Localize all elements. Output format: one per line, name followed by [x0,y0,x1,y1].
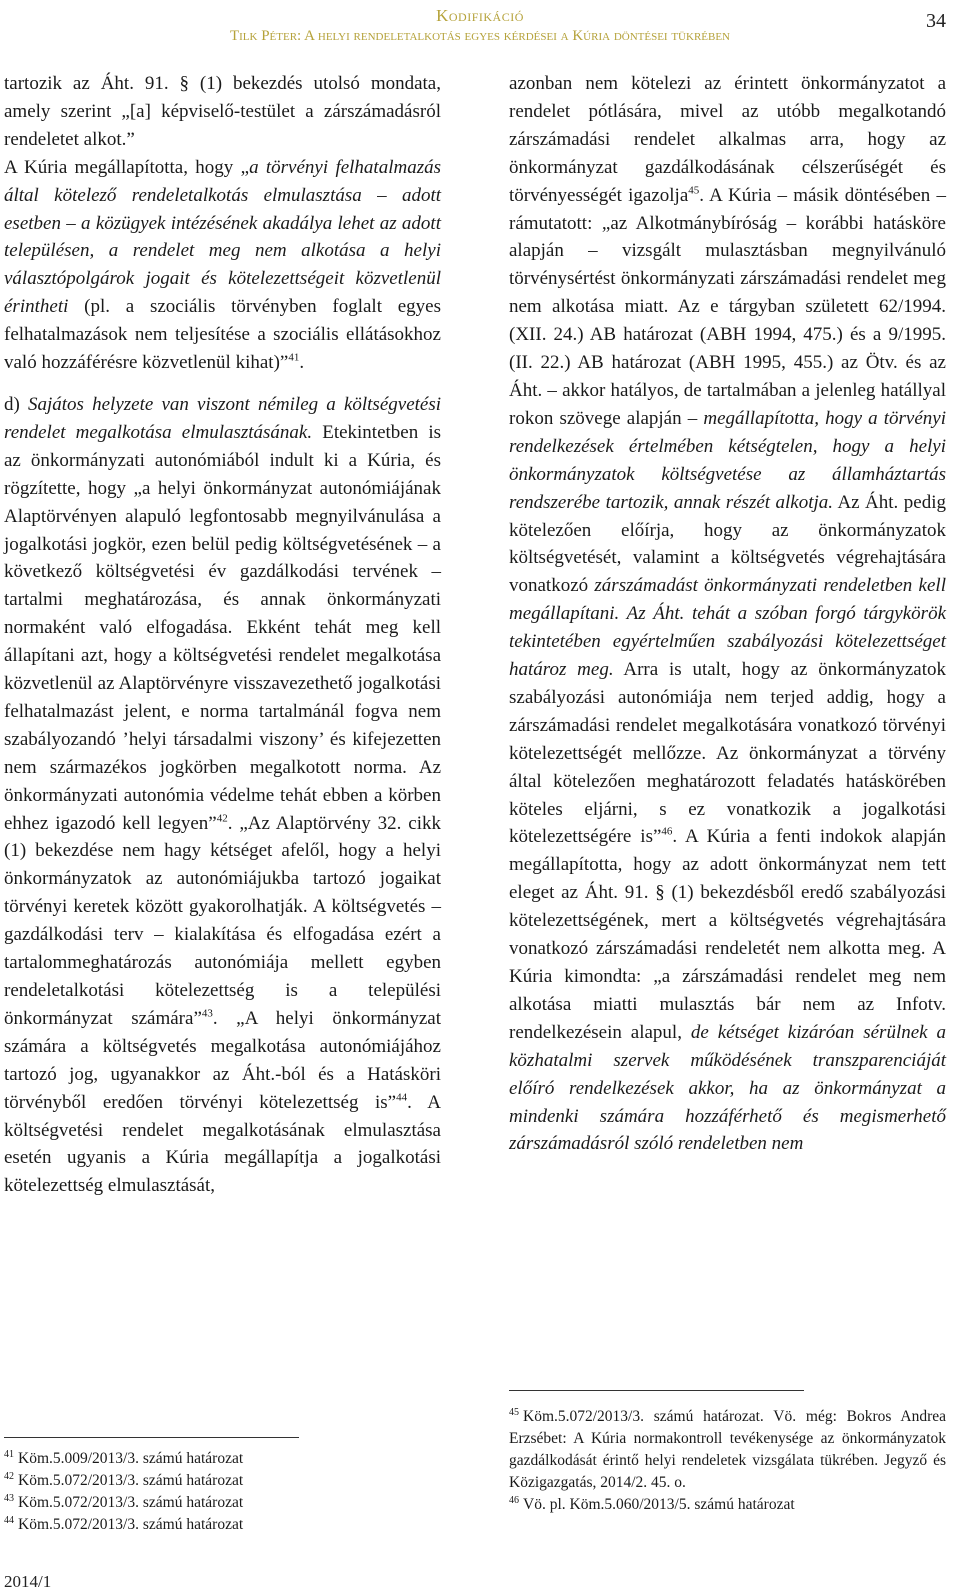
footnote-ref: 43 [201,1007,213,1020]
footnote: $^{42}$ Köm.5.072/2013/3. számú határozat [4,1470,244,1489]
footnote-separator [4,1437,299,1438]
section-heading: Sajátos helyzete van viszont némileg a költségvetési rendelet megalkotása elmulasztásának. [4,393,442,443]
footnotes-right [509,1406,946,1516]
footnote: $^{46}$ Vö. pl. Köm.5.060/2013/5. számú határozat [509,1494,795,1513]
footnote-ref: 44 [396,1091,408,1104]
issue-label: 2014/1 [4,1572,52,1591]
page-number: 34 [926,10,946,32]
footnote-ref: 46 [661,826,673,839]
section-paragraph-d: d) Sajátos helyzete van viszont némileg a költségvetési rendelet megalkotása elmulasztásának. Etekintetben is az önkormányzati autonómiából indult ki a Kúria, és rögzítette, hogy „a helyi önkormányzat autonómiájának Alaptörvényen alapuló legfontosabb megnyilvánulása a jogalkotási jogkör, ezen belül pedig költségvetésének – a következő költségvetési év gazdálkodási tervének – tartalmi meghatározása, és annak önkormányzati normaként való elfogadása. Ekként tehát meg kell állapítani azt, hogy a költségvetési rendelet megalkotása közvetlenül az Alaptörvényre visszavezethető jogalkotási felhatalmazást jelent, e norma tartalmánál fogva nem szabályozandó ’helyi társadalmi viszony’ és kifejezetten nem származékos jogkörben megalkotott norma. Az önkormányzati autonómia védelme tehát ebben a körben ehhez igazodó kell legyen”$^{42}$. „Az Alaptörvény 32. cikk (1) bekezdése nem hagy kétséget afelől, hogy a helyi önkormányzatok az autonómiájukba tartozó jogaikat törvényi keretek között gyakorolhatják. A költségvetés – gazdálkodási terv – kialakítása és elfogadása ezért a tartalommeghatározás autonómiája mellett egyben rendeletalkotási kötelezettség is a települési önkormányzat számára”$^{43}$. „A helyi önkormányzat számára a költségvetés megalkotása autonómiájához tartozó jog, ugyanakkor az Áht.-ból és a Hatásköri törvényből eredően törvényi kötelezettség is”$^{44}$. A költségvetési rendelet megalkotásának elmulasztása esetén ugyanis a Kúria megállapítja a jogalkotási kötelezettség elmulasztását, [4,393,442,1197]
footnote-ref: 42 [216,812,228,825]
page-header [0,4,960,52]
footnote-ref: 41 [288,351,300,364]
paragraph: azonban nem kötelezi az érintett önkormányzatot a rendelet pótlására, mivel az utóbb megalkotandó zárszámadási rendelet alkalmas arra, hogy az önkormányzat gazdálkodásának célszerűségét és törvényességét igazolja$^{45}$. A Kúria – másik döntésében – rámutatott: „az Alkotmánybíróság – korábbi hatásköre alapján – vizsgált mulasztásban megnyilvánuló törvénysértést önkormányzati zárszámadási rendelet meg nem alkotása miatt. Az e tárgyban született 62/1994. (XII. 24.) AB határozat (ABH 1994, 475.) és a 9/1995. (II. 22.) AB határozat (ABH 1995, 455.) az Ötv. és az Áht. – akkor hatályos, de tartalmában a jelenleg hatállyal rokon szövege alapján – megállapította, hogy a törvényi rendelkezések értelmében kétségtelen, hogy a helyi önkormányzatok költségvetése az államháztartás rendszerébe tartozik, annak részét alkotja. Az Áht. pedig kötelezően előírja, hogy az önkormányzatok költségvetését, valamint a költségvetés végrehajtására vonatkozó zárszámadást önkormányzati rendeletben kell megállapítani. Az Áht. tehát a szóban forgó tárgykörök tekintetében egyértelműen szabályozási kötelezettséget határoz meg. Arra is utalt, hogy az önkormányzatok szabályozási autonómiája nem terjed addig, hogy a zárszámadási rendelet megalkotására vonatkozó törvényi kötelezettségét mellőzze. Az önkormányzat a törvény által kötelezően meghatározott feladatés hatáskörében köteles eljárni, s ez vonatkozik a jogalkotási kötelezettségére is”$^{46}$. A Kúria a fenti indokok alapján megállapította, hogy az adott önkormányzat nem tett eleget az Áht. 91. § (1) bekezdésből eredő szabályozási kötelezettségének, mert a költségvetés végrehajtására vonatkozó zárszámadási rendeletét nem alkotta meg. A Kúria kimondta: „a zárszámadási rendelet meg nem alkotása miatti mulasztás bár nem az Infotv. rendelkezésein alapul, de kétséget kizáróan sérülnek a közhatalmi szervek működésének transzparenciáját előíró rendelkezések akkor, ha az önkormányzat a mindenki számára hozzáférhető és megismerhető zárszámadásról szóló rendeletben nem [509,73,946,1155]
footnote: $^{44}$ Köm.5.072/2013/3. számú határozat [4,1514,244,1533]
paragraph: A Kúria megállapította, hogy „a törvényi felhatalmazás által kötelező rendeletalkotás elmulasztása – adott esetben – a közügyek intézésének akadálya lehet az adott településen, a rendelet meg nem alkotása a helyi választópolgárok jogait és kötelezettségeit közvetlenül érintheti (pl. a szociális törvényben foglalt egyes felhatalmazások nem teljesítése a szociális ellátásokhoz való hozzáférésre közvetlenül kihat)”$^{41}$. [4,156,441,374]
footnote: $^{45}$ Köm.5.072/2013/3. számú határozat. Vö. még: Bokros Andrea Erzsébet: A Kúria normakontroll tevékenysége az önkormányzatok gazdálkodását érintő helyi rendeletek vizsgálata tükrében. Jegyző és Közigazgatás, 2014/2. 45. o. [509,1406,946,1491]
footnote: $^{43}$ Köm.5.072/2013/3. számú határozat [4,1492,244,1511]
footnote-ref: 45 [688,184,700,197]
footnote: $^{41}$ Köm.5.009/2013/3. számú határozat [4,1448,244,1467]
journal-title: Kodifikáció [436,6,524,25]
left-column [4,70,441,1200]
footnotes-left [4,1448,441,1536]
right-column [509,70,946,1158]
paragraph: tartozik az Áht. 91. § (1) bekezdés utolsó mondata, amely szerint „[a] képviselő-testület a zárszámadásról rendeletet alkot.” [4,73,441,150]
article-running-title: Tilk Péter: A helyi rendeletalkotás egyes kérdései a Kúria döntései tükrében [229,28,731,44]
footnote-separator [509,1390,804,1391]
